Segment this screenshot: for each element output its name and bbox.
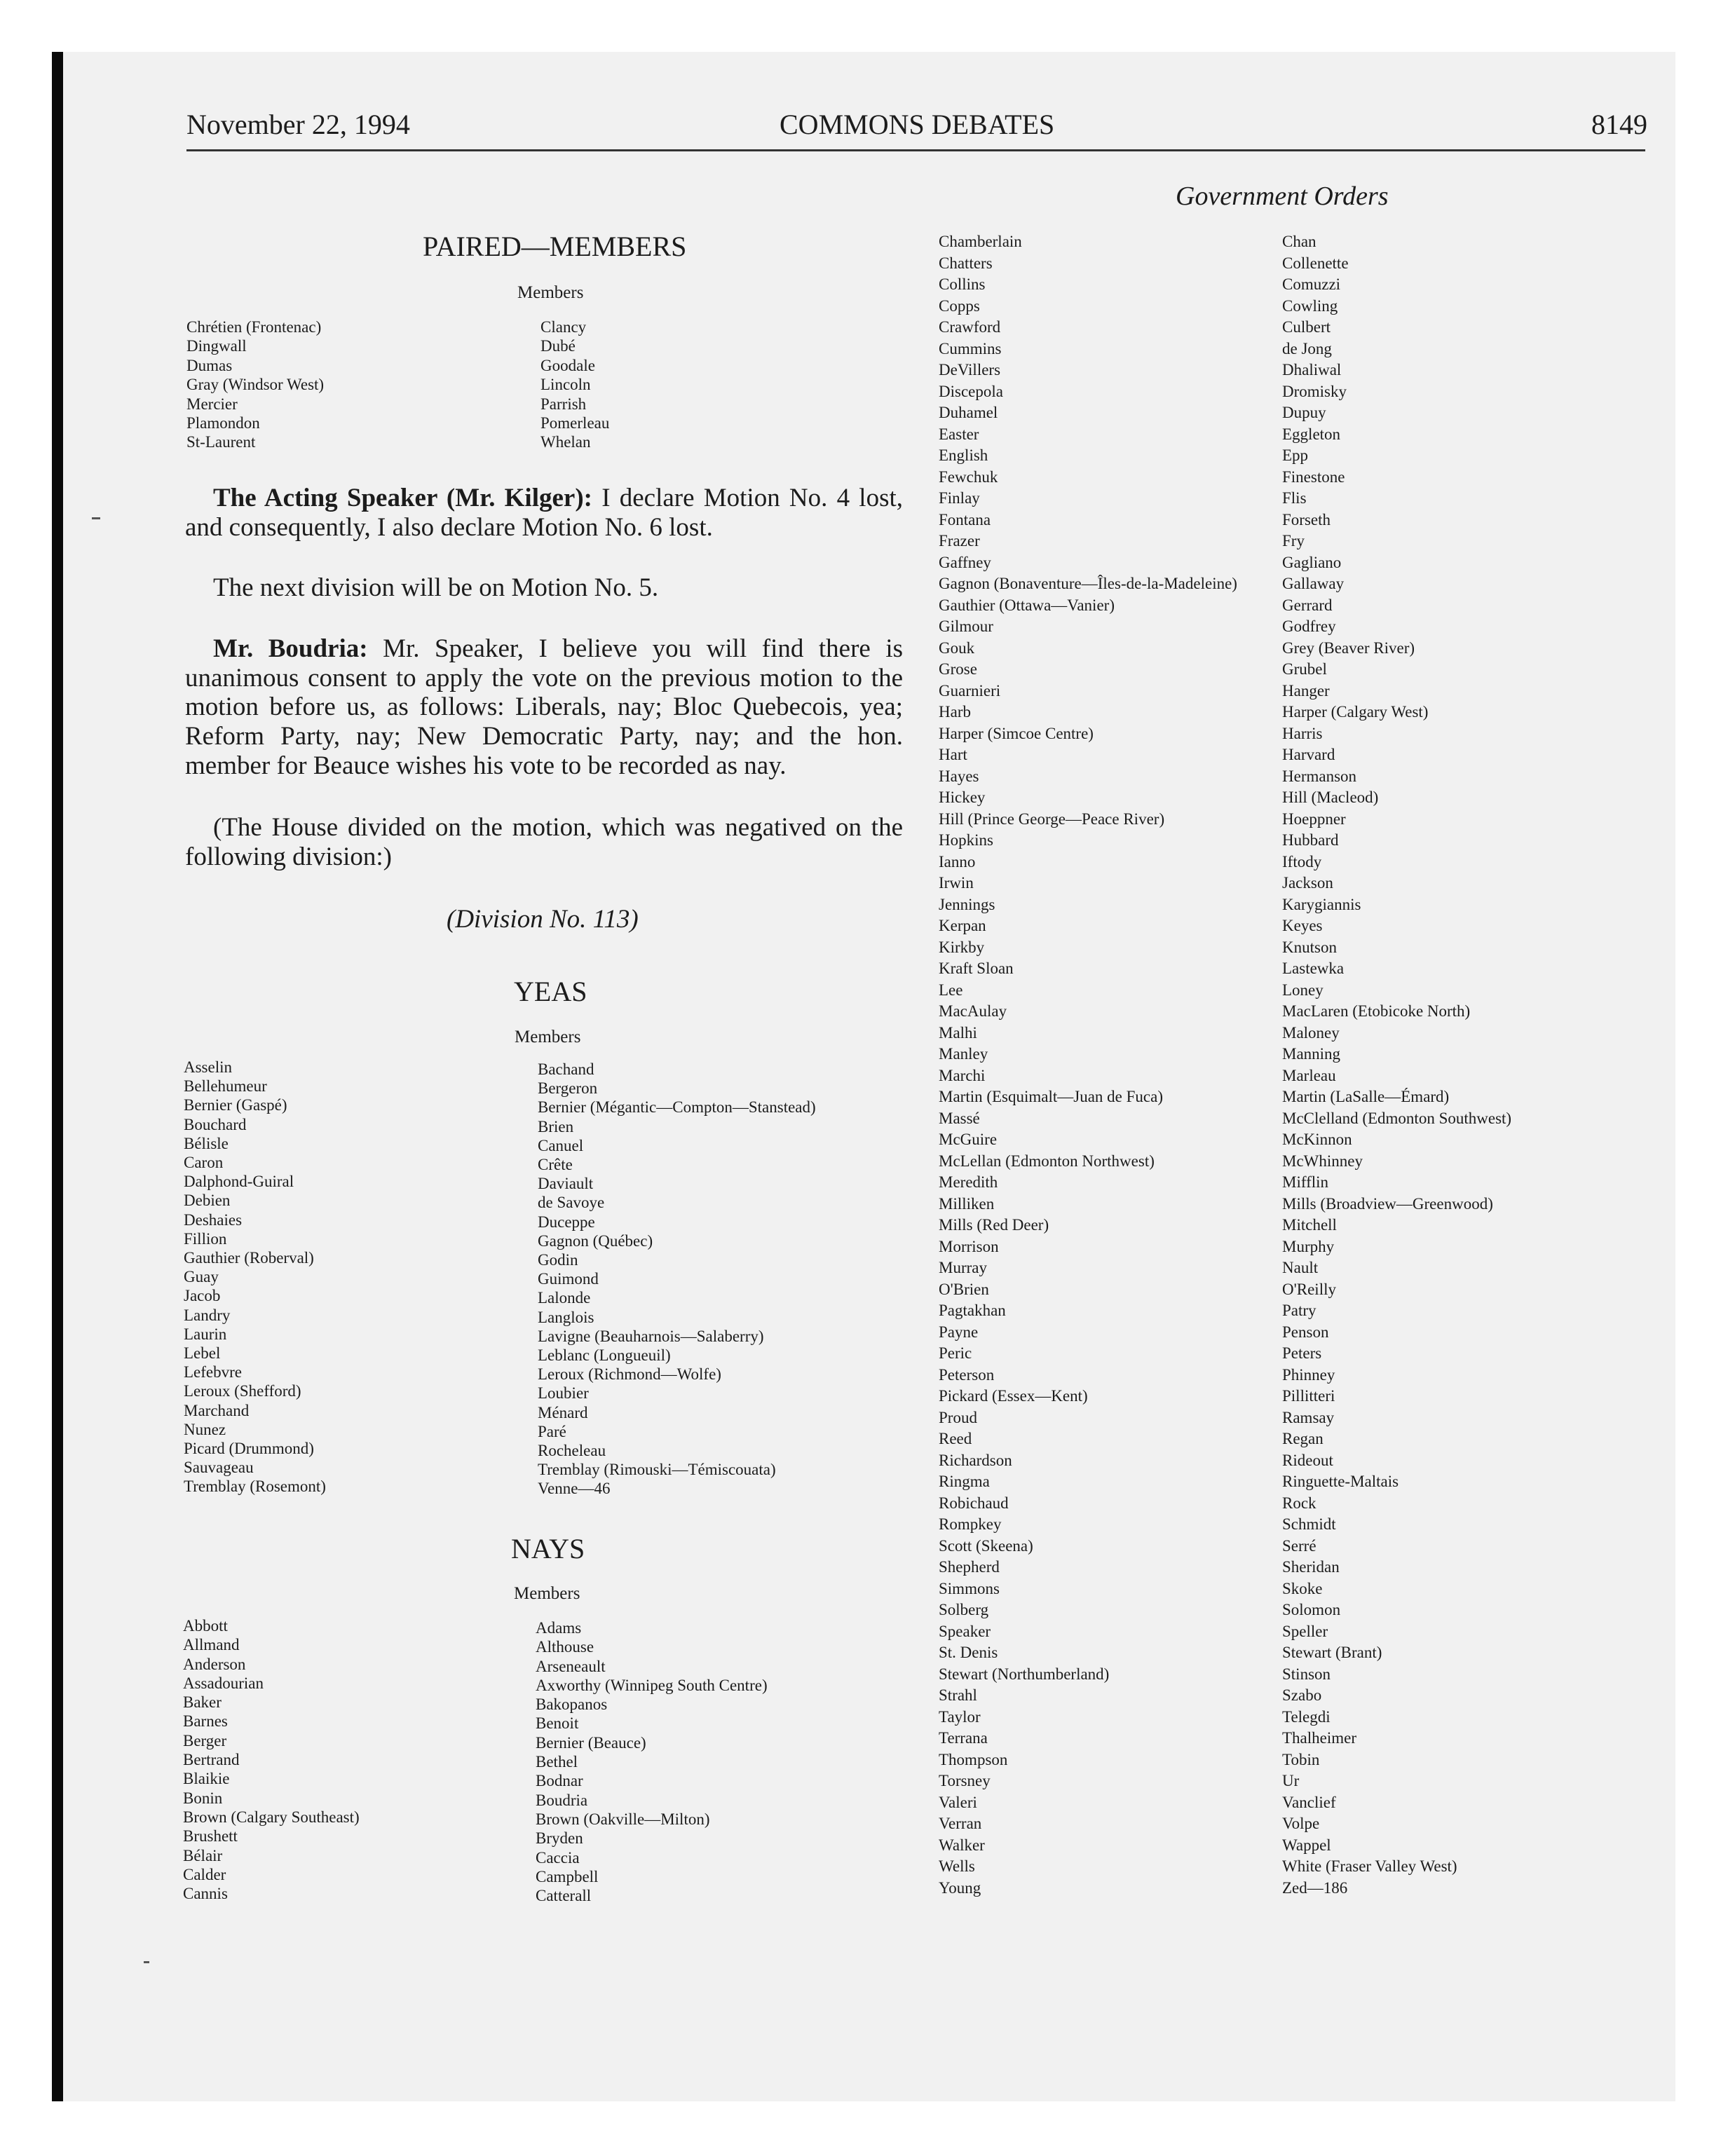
nays-column-2 bbox=[536, 1618, 768, 1905]
member-name: Grubel bbox=[1282, 660, 1327, 678]
member-name: Flis bbox=[1282, 489, 1307, 507]
member-name: Gouk bbox=[939, 639, 975, 657]
member-name: Guay bbox=[184, 1268, 219, 1286]
member-name: Laurin bbox=[184, 1325, 227, 1343]
member-name: Caron bbox=[184, 1154, 224, 1172]
member-name: Blaikie bbox=[183, 1770, 230, 1788]
paragraph-house-divided: (The House divided on the motion, which was negatived on the following division:) bbox=[185, 813, 903, 871]
member-name: Guarnieri bbox=[939, 681, 1001, 700]
header-date: November 22, 1994 bbox=[186, 109, 410, 140]
member-name: Gagliano bbox=[1282, 553, 1342, 571]
member-name: Finestone bbox=[1282, 468, 1345, 486]
member-name: Leroux (Richmond—Wolfe) bbox=[538, 1365, 721, 1384]
member-name: Tremblay (Rosemont) bbox=[184, 1478, 326, 1496]
member-name: Guimond bbox=[538, 1270, 599, 1288]
member-name: Lalonde bbox=[538, 1289, 591, 1307]
member-name: Finlay bbox=[939, 489, 980, 507]
member-name: Mifflin bbox=[1282, 1173, 1329, 1191]
nays-subtitle: Members bbox=[514, 1584, 580, 1603]
member-name: Manley bbox=[939, 1045, 988, 1063]
member-name: St. Denis bbox=[939, 1644, 998, 1661]
member-name: Chatters bbox=[939, 254, 993, 272]
member-name: Paré bbox=[538, 1422, 566, 1440]
member-name: Peters bbox=[1282, 1344, 1322, 1362]
member-name: Godfrey bbox=[1282, 618, 1336, 635]
member-name: Brushett bbox=[183, 1827, 238, 1845]
member-name: Brien bbox=[538, 1117, 574, 1135]
member-name: Shepherd bbox=[939, 1558, 1000, 1576]
member-name: Easter bbox=[939, 425, 979, 443]
member-name: Scott (Skeena) bbox=[939, 1536, 1033, 1555]
member-name: Mills (Broadview—Greenwood) bbox=[1282, 1194, 1493, 1213]
member-name: Fewchuk bbox=[939, 468, 998, 486]
member-name: DeVillers bbox=[939, 361, 1001, 378]
member-name: Berger bbox=[183, 1731, 227, 1749]
member-name: Marleau bbox=[1282, 1066, 1336, 1084]
member-name: Eggleton bbox=[1282, 425, 1341, 443]
member-name: Brown (Oakville—Milton) bbox=[536, 1810, 710, 1828]
member-name: Axworthy (Winnipeg South Centre) bbox=[536, 1676, 768, 1694]
member-name: Torsney bbox=[939, 1772, 991, 1789]
member-name: Marchand bbox=[184, 1401, 250, 1419]
member-name: Althouse bbox=[536, 1638, 594, 1656]
member-name: Hill (Macleod) bbox=[1282, 789, 1379, 806]
member-name: Sheridan bbox=[1282, 1558, 1340, 1576]
member-name: Harper (Calgary West) bbox=[1282, 703, 1429, 721]
member-name: Speller bbox=[1282, 1622, 1328, 1640]
member-name: Barnes bbox=[183, 1712, 228, 1731]
member-name: Catterall bbox=[536, 1887, 592, 1905]
member-name: Whelan bbox=[540, 433, 591, 451]
member-name: Bergeron bbox=[538, 1079, 598, 1098]
member-name: Massé bbox=[939, 1109, 980, 1127]
member-name: Milliken bbox=[939, 1194, 995, 1213]
member-name: Culbert bbox=[1282, 318, 1331, 336]
member-name: Plamondon bbox=[186, 414, 260, 432]
member-name: Pagtakhan bbox=[939, 1302, 1006, 1319]
member-name: Hart bbox=[939, 746, 967, 763]
member-name: Discepola bbox=[939, 382, 1003, 400]
member-name: Gauthier (Roberval) bbox=[184, 1249, 314, 1267]
member-name: Lavigne (Beauharnois—Salaberry) bbox=[538, 1327, 764, 1345]
member-name: Jackson bbox=[1282, 874, 1333, 892]
member-name: Loney bbox=[1282, 981, 1324, 999]
member-name: O'Reilly bbox=[1282, 1280, 1336, 1298]
member-name: Hayes bbox=[939, 767, 979, 785]
member-name: Pillitteri bbox=[1282, 1387, 1335, 1405]
paired-members-title: PAIRED—MEMBERS bbox=[423, 231, 687, 262]
nays-column-1 bbox=[183, 1616, 360, 1903]
member-name: Rock bbox=[1282, 1494, 1316, 1512]
member-name: Jennings bbox=[939, 895, 995, 913]
member-name: Collenette bbox=[1282, 254, 1349, 272]
member-name: Bernier (Mégantic—Compton—Stanstead) bbox=[538, 1098, 816, 1117]
member-name: Baker bbox=[183, 1693, 222, 1712]
member-name: Malhi bbox=[939, 1023, 977, 1042]
member-name: Payne bbox=[939, 1323, 979, 1341]
member-name: Deshaies bbox=[184, 1210, 243, 1229]
member-name: Asselin bbox=[184, 1058, 232, 1076]
member-name: Grose bbox=[939, 660, 977, 678]
member-name: Keyes bbox=[1282, 917, 1323, 934]
yeas-right-list bbox=[538, 1060, 816, 1499]
scan-edge-bar bbox=[52, 52, 63, 2101]
speaker-name: Mr. Boudria: bbox=[213, 634, 368, 663]
member-name: Godin bbox=[538, 1251, 578, 1269]
section-heading: Government Orders bbox=[1176, 182, 1389, 211]
member-name: Clancy bbox=[540, 318, 587, 336]
member-name: Maloney bbox=[1282, 1023, 1340, 1042]
member-name: Reed bbox=[939, 1430, 972, 1447]
member-name: Bernier (Beauce) bbox=[536, 1733, 646, 1752]
member-name: Irwin bbox=[939, 874, 974, 892]
member-name: Martin (LaSalle—Émard) bbox=[1282, 1088, 1450, 1105]
member-name: Debien bbox=[184, 1192, 231, 1210]
member-name: Cannis bbox=[183, 1885, 228, 1903]
member-name: Comuzzi bbox=[1282, 275, 1341, 293]
member-name: Venne—46 bbox=[538, 1480, 611, 1498]
member-name: Gallaway bbox=[1282, 575, 1345, 592]
member-name: Copps bbox=[939, 296, 980, 315]
member-name: Forseth bbox=[1282, 510, 1331, 528]
member-name: Wells bbox=[939, 1857, 975, 1875]
member-name: Kirkby bbox=[939, 938, 985, 956]
member-name: Goodale bbox=[540, 356, 595, 374]
member-name: Parrish bbox=[540, 395, 587, 413]
paragraph-acting-speaker bbox=[185, 484, 903, 542]
member-name: Lefebvre bbox=[184, 1363, 242, 1381]
member-name: Gagnon (Québec) bbox=[538, 1231, 653, 1250]
member-name: McLellan (Edmonton Northwest) bbox=[939, 1152, 1155, 1170]
member-name: Rompkey bbox=[939, 1515, 1002, 1533]
header-title: COMMONS DEBATES bbox=[780, 109, 1055, 140]
member-name: Bouchard bbox=[184, 1115, 247, 1133]
member-name: Caccia bbox=[536, 1848, 580, 1867]
member-name: Robichaud bbox=[939, 1494, 1009, 1512]
member-name: Harb bbox=[939, 703, 971, 721]
member-name: Vanclief bbox=[1282, 1793, 1336, 1811]
member-name: Fry bbox=[1282, 532, 1305, 550]
member-name: Phinney bbox=[1282, 1365, 1335, 1384]
member-name: Gerrard bbox=[1282, 596, 1333, 614]
member-name: Gray (Windsor West) bbox=[186, 376, 325, 394]
yeas-left-list bbox=[184, 1058, 326, 1496]
member-name: Valeri bbox=[939, 1793, 977, 1811]
member-name: Murphy bbox=[1282, 1237, 1335, 1255]
member-name: Walker bbox=[939, 1836, 985, 1854]
member-name: Kerpan bbox=[939, 917, 986, 934]
member-name: Bellehumeur bbox=[184, 1077, 267, 1096]
member-name: Kraft Sloan bbox=[939, 960, 1014, 977]
member-name: Harper (Simcoe Centre) bbox=[939, 724, 1094, 742]
member-name: Volpe bbox=[1282, 1815, 1320, 1832]
member-name: Frazer bbox=[939, 532, 980, 550]
member-name: Ur bbox=[1282, 1772, 1300, 1789]
member-name: Dalphond-Guiral bbox=[184, 1173, 294, 1191]
member-name: Rocheleau bbox=[538, 1442, 606, 1460]
member-name: St-Laurent bbox=[186, 433, 256, 451]
member-name: Richardson bbox=[939, 1451, 1012, 1469]
member-name: Boudria bbox=[536, 1791, 588, 1809]
paired-left-list bbox=[186, 318, 324, 452]
member-name: Bachand bbox=[538, 1060, 594, 1078]
member-name: McGuire bbox=[939, 1131, 998, 1148]
member-name: Hill (Prince George—Peace River) bbox=[939, 810, 1165, 828]
member-name: Bodnar bbox=[536, 1772, 583, 1790]
member-name: Martin (Esquimalt—Juan de Fuca) bbox=[939, 1088, 1164, 1105]
member-name: McWhinney bbox=[1282, 1152, 1363, 1170]
member-name: Serré bbox=[1282, 1536, 1316, 1555]
member-name: White (Fraser Valley West) bbox=[1282, 1857, 1457, 1875]
paragraph-text: I declare Motion No. 4 lost, and consequently, I also declare Motion No. 6 lost. bbox=[185, 484, 903, 542]
member-name: Hanger bbox=[1282, 681, 1330, 700]
member-name: Jacob bbox=[184, 1287, 221, 1305]
member-name: Benoit bbox=[536, 1714, 579, 1733]
member-name: Gauthier (Ottawa—Vanier) bbox=[939, 596, 1115, 614]
paragraph-text: Mr. Speaker, I believe you will find there is unanimous consent to apply the vote on the previous motion to the motion before us, as follows: Liberals, nay; Bloc Quebecois, yea; Reform Party, nay; New Democratic Party, nay; and the hon. member for Beauce wishes his vote to be recorded as nay. bbox=[185, 634, 904, 780]
member-name: MacAulay bbox=[939, 1002, 1007, 1020]
member-name: Taylor bbox=[939, 1707, 981, 1726]
member-name: Peric bbox=[939, 1344, 972, 1362]
member-name: Marchi bbox=[939, 1066, 986, 1084]
member-name: Simmons bbox=[939, 1579, 1000, 1597]
member-name: McClelland (Edmonton Southwest) bbox=[1282, 1109, 1512, 1127]
member-name: Grey (Beaver River) bbox=[1282, 639, 1415, 657]
member-name: Karygiannis bbox=[1282, 895, 1361, 913]
member-name: Arseneault bbox=[536, 1657, 606, 1675]
member-name: MacLaren (Etobicoke North) bbox=[1282, 1002, 1471, 1020]
member-name: Lebel bbox=[184, 1344, 221, 1363]
member-name: Solomon bbox=[1282, 1601, 1341, 1618]
member-name: Szabo bbox=[1282, 1686, 1322, 1704]
member-name: Harris bbox=[1282, 724, 1323, 742]
member-name: Duhamel bbox=[939, 404, 998, 421]
member-name: Ianno bbox=[939, 852, 976, 871]
member-name: Cowling bbox=[1282, 296, 1338, 315]
member-name: Ramsay bbox=[1282, 1408, 1335, 1426]
paragraph-next-division: The next division will be on Motion No. 5. bbox=[213, 573, 659, 602]
member-name: Sauvageau bbox=[184, 1459, 254, 1477]
member-name: Crête bbox=[538, 1156, 573, 1174]
member-name: Manning bbox=[1282, 1045, 1341, 1063]
member-name: Lastewka bbox=[1282, 960, 1345, 977]
member-name: Meredith bbox=[939, 1173, 998, 1191]
member-name: Gilmour bbox=[939, 618, 993, 635]
member-name: Peterson bbox=[939, 1365, 995, 1384]
member-name: Mitchell bbox=[1282, 1216, 1337, 1234]
margin-mark bbox=[144, 1961, 149, 1963]
member-name: Tremblay (Rimouski—Témiscouata) bbox=[538, 1461, 776, 1479]
member-name: Stewart (Northumberland) bbox=[939, 1665, 1110, 1683]
member-name: O'Brien bbox=[939, 1280, 989, 1298]
member-name: Dromisky bbox=[1282, 382, 1347, 400]
member-name: Duceppe bbox=[538, 1213, 595, 1231]
member-name: Leblanc (Longueuil) bbox=[538, 1346, 671, 1365]
member-name: Campbell bbox=[536, 1867, 599, 1885]
member-name: de Jong bbox=[1282, 339, 1332, 357]
member-name: Mills (Red Deer) bbox=[939, 1216, 1049, 1234]
member-name: Terrana bbox=[939, 1729, 988, 1747]
member-name: Chrétien (Frontenac) bbox=[186, 318, 322, 336]
member-name: Daviault bbox=[538, 1175, 594, 1193]
margin-mark bbox=[92, 517, 100, 519]
member-name: de Savoye bbox=[538, 1194, 605, 1212]
member-name: Proud bbox=[939, 1408, 977, 1426]
member-name: Fontana bbox=[939, 510, 991, 528]
member-name: Allmand bbox=[183, 1636, 240, 1654]
member-name: Rideout bbox=[1282, 1451, 1333, 1469]
member-name: Epp bbox=[1282, 446, 1309, 464]
member-name: Loubier bbox=[538, 1384, 589, 1403]
member-name: Penson bbox=[1282, 1323, 1329, 1341]
division-number: (Division No. 113) bbox=[447, 905, 639, 934]
member-name: Bethel bbox=[536, 1753, 578, 1771]
member-name: Stinson bbox=[1282, 1665, 1331, 1683]
member-name: Thompson bbox=[939, 1750, 1008, 1768]
header-page-number: 8149 bbox=[1591, 109, 1647, 140]
nays-title: NAYS bbox=[511, 1533, 585, 1564]
member-name: Bonin bbox=[183, 1789, 223, 1807]
paired-right-list bbox=[540, 318, 609, 452]
member-name: Gaffney bbox=[939, 553, 991, 571]
member-name: Hoeppner bbox=[1282, 810, 1346, 828]
member-name: Mercier bbox=[186, 395, 238, 413]
member-name: Nault bbox=[1282, 1259, 1319, 1276]
member-name: Iftody bbox=[1282, 852, 1322, 871]
member-name: Bélisle bbox=[184, 1134, 229, 1152]
member-name: Fillion bbox=[184, 1229, 227, 1248]
member-name: Pickard (Essex—Kent) bbox=[939, 1387, 1088, 1405]
yeas-title: YEAS bbox=[514, 976, 587, 1007]
member-name: Telegdi bbox=[1282, 1707, 1331, 1726]
member-name: Calder bbox=[183, 1865, 226, 1883]
member-name: Nunez bbox=[184, 1420, 226, 1438]
member-name: Anderson bbox=[183, 1655, 246, 1673]
member-name: Assadourian bbox=[183, 1674, 264, 1692]
member-name: McKinnon bbox=[1282, 1131, 1352, 1148]
member-name: Landry bbox=[184, 1306, 231, 1324]
member-name: Lincoln bbox=[540, 376, 591, 394]
paired-members-subtitle: Members bbox=[517, 283, 584, 302]
member-name: Pomerleau bbox=[540, 414, 610, 432]
member-name: Skoke bbox=[1282, 1579, 1323, 1597]
member-name: Tobin bbox=[1282, 1750, 1320, 1768]
header-rule bbox=[186, 149, 1645, 151]
member-name: Thalheimer bbox=[1282, 1729, 1357, 1747]
member-name: Bertrand bbox=[183, 1751, 240, 1769]
member-name: Brown (Calgary Southeast) bbox=[183, 1808, 360, 1826]
member-name: Hermanson bbox=[1282, 767, 1357, 785]
member-name: Hickey bbox=[939, 789, 986, 806]
member-name: Picard (Drummond) bbox=[184, 1440, 314, 1458]
member-name: Wappel bbox=[1282, 1836, 1331, 1854]
member-name: Ringuette-Maltais bbox=[1282, 1473, 1399, 1490]
member-name: Zed—186 bbox=[1282, 1878, 1348, 1897]
member-name: Collins bbox=[939, 275, 986, 293]
member-name: Abbott bbox=[183, 1617, 228, 1635]
member-name: Dhaliwal bbox=[1282, 361, 1342, 378]
member-name: Morrison bbox=[939, 1237, 999, 1255]
member-name: Hopkins bbox=[939, 831, 993, 849]
member-name: Speaker bbox=[939, 1622, 991, 1640]
member-name: Gagnon (Bonaventure—Îles-de-la-Madeleine) bbox=[939, 575, 1237, 592]
member-name: Chan bbox=[1282, 233, 1316, 250]
member-name: Lee bbox=[939, 981, 963, 999]
member-name: Dupuy bbox=[1282, 404, 1326, 421]
member-name: Adams bbox=[536, 1619, 582, 1637]
member-name: Dumas bbox=[186, 356, 233, 374]
speaker-name: The Acting Speaker (Mr. Kilger): bbox=[213, 484, 592, 512]
member-name: English bbox=[939, 446, 988, 464]
member-name: Bernier (Gaspé) bbox=[184, 1096, 287, 1114]
member-name: Canuel bbox=[538, 1136, 584, 1154]
member-name: Bryden bbox=[536, 1829, 583, 1848]
member-name: Patry bbox=[1282, 1302, 1316, 1319]
member-name: Dingwall bbox=[186, 337, 247, 355]
member-name: Stewart (Brant) bbox=[1282, 1644, 1382, 1661]
member-name: Crawford bbox=[939, 318, 1001, 336]
member-name: Langlois bbox=[538, 1308, 594, 1326]
nays-column-4 bbox=[1282, 231, 1511, 1899]
member-name: Regan bbox=[1282, 1430, 1324, 1447]
member-name: Cummins bbox=[939, 339, 1002, 357]
member-name: Hubbard bbox=[1282, 831, 1339, 849]
member-name: Ménard bbox=[538, 1403, 588, 1421]
member-name: Harvard bbox=[1282, 746, 1335, 763]
member-name: Bakopanos bbox=[536, 1696, 608, 1714]
member-name: Verran bbox=[939, 1815, 982, 1832]
member-name: Dubé bbox=[540, 337, 576, 355]
member-name: Solberg bbox=[939, 1601, 989, 1618]
member-name: Murray bbox=[939, 1259, 987, 1276]
member-name: Ringma bbox=[939, 1473, 990, 1490]
member-name: Strahl bbox=[939, 1686, 977, 1704]
member-name: Young bbox=[939, 1878, 981, 1897]
nays-column-3 bbox=[939, 231, 1237, 1899]
member-name: Knutson bbox=[1282, 938, 1337, 956]
member-name: Bélair bbox=[183, 1846, 223, 1864]
member-name: Schmidt bbox=[1282, 1515, 1336, 1533]
yeas-subtitle: Members bbox=[515, 1028, 581, 1046]
member-name: Leroux (Shefford) bbox=[184, 1382, 301, 1400]
member-name: Chamberlain bbox=[939, 233, 1022, 250]
paragraph-boudria bbox=[185, 634, 903, 781]
